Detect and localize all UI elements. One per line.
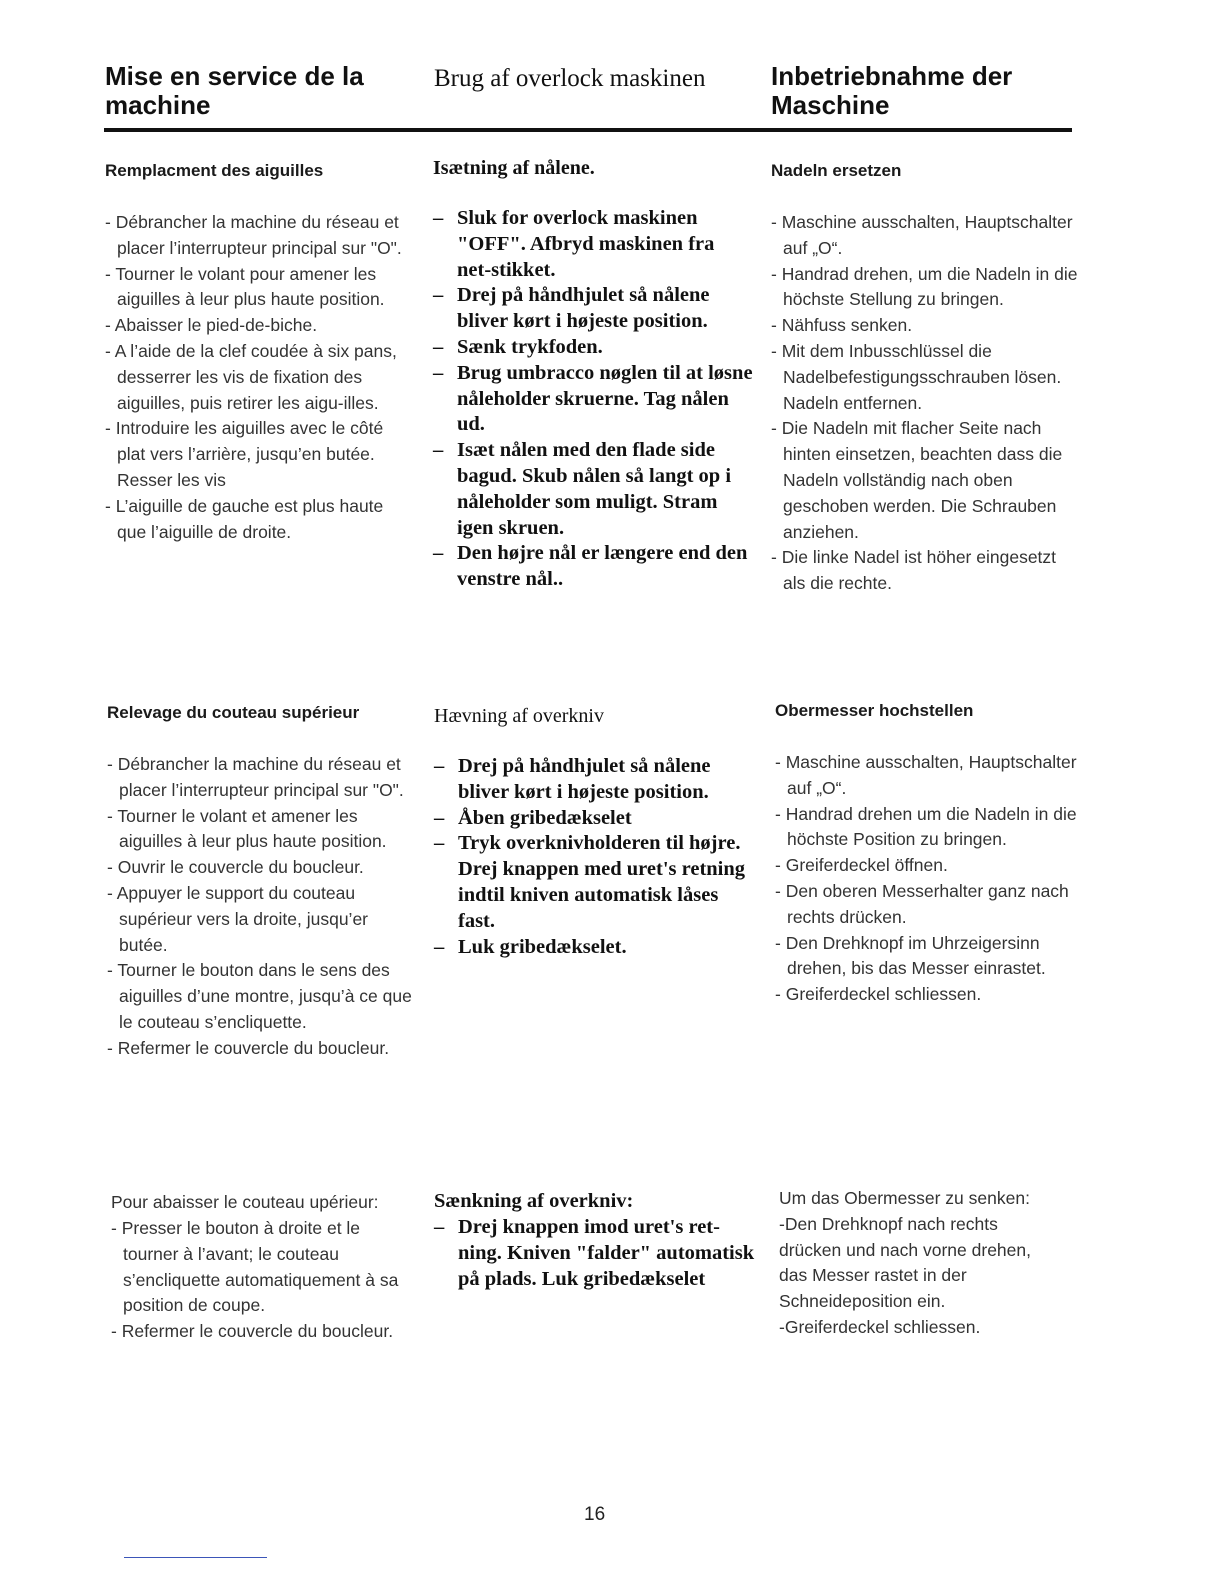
section3-da-title [434, 1189, 754, 1215]
section1-fr-title: Remplacment des aiguilles [105, 161, 324, 180]
list-item: - L’aiguille de gauche est plus haute que l’aiguille de droite. [105, 494, 415, 546]
page-number: 16 [584, 1504, 606, 1525]
list-item: Resser les vis [117, 469, 226, 490]
list-item: - Débrancher la machine du réseau et placer l’interrupteur principal sur "O". [105, 210, 415, 262]
list-item: - Handrad drehen um die Nadeln in die höchste Position zu bringen. [775, 802, 1085, 854]
list-item: – Åben gribedækselet [434, 806, 754, 832]
list-item: - Abaisser le pied-de-biche. [105, 313, 415, 339]
section2-da-title: Hævning af overkniv [434, 705, 604, 727]
section1-da-title: Isætning af nålene. [433, 157, 595, 179]
header-french: Mise en service de la machine [105, 61, 364, 120]
list-item: - Tourner le bouton dans le sens des aiguilles d’une montre, jusqu’à ce que le couteau s’encliquette. [107, 958, 417, 1035]
bottom-divider [124, 1557, 267, 1558]
list-item: - Refermer le couvercle du boucleur. [107, 1036, 417, 1062]
list-item: – Sænk trykfoden. [433, 335, 753, 361]
section2-de-title: Obermesser hochstellen [775, 701, 974, 720]
text-line: drücken und nach vorne drehen, [779, 1239, 1031, 1260]
header-danish: Brug af overlock maskinen [434, 65, 706, 92]
list-item: – Isæt nålen med den flade side bagud. Skub nålen så langt op i nåleholder som muligt. Stram igen skruen. [433, 438, 753, 541]
list-item: - Handrad drehen, um die Nadeln in die höchste Stellung zu bringen. [771, 262, 1081, 314]
list-item: – Brug umbracco nøglen til at løsne nåleholder skruerne. Tag nålen ud. [433, 361, 753, 438]
text-line: -Den Drehknopf nach rechts [779, 1213, 998, 1234]
list-item: - Refermer le couvercle du boucleur. [111, 1319, 411, 1345]
list-item: - Greiferdeckel schliessen. [775, 982, 1085, 1008]
list-item: - Tourner le volant et amener les aiguilles à leur plus haute position. [107, 804, 417, 856]
list-item: – Drej knappen imod uret's ret-ning. Kniven "falder" automatisk på plads. Luk gribedækselet [434, 1215, 756, 1292]
list-item: - Maschine ausschalten, Hauptschalter auf „O“. [771, 210, 1081, 262]
list-item: – Tryk overknivholderen til højre. Drej knappen med uret's retning indtil kniven automatisk låses fast. [434, 831, 754, 934]
list-item: – Den højre nål er længere end den venstre nål.. [433, 541, 753, 593]
section3-fr-intro: Pour abaisser le couteau upérieur: [111, 1192, 379, 1212]
list-item: - Tourner le volant pour amener les aiguilles à leur plus haute position. [105, 262, 415, 314]
text-line: das Messer rastet in der [779, 1265, 967, 1286]
list-item: - Den Drehknopf im Uhrzeigersinn drehen, bis das Messer einrastet. [775, 931, 1085, 983]
text-line: Schneideposition ein. [779, 1291, 946, 1312]
section2-da-list [434, 754, 754, 960]
section1-de-list [771, 210, 1081, 597]
list-item: – Drej på håndhjulet så nålene bliver kørt i højeste position. [433, 283, 753, 335]
section3-da-title-text: Sænkning af overkniv: [434, 1190, 634, 1212]
list-item: – Drej på håndhjulet så nålene bliver kørt i højeste position. [434, 754, 754, 806]
list-item: - Nähfuss senken. [771, 313, 1081, 339]
section3-da-list [434, 1215, 756, 1292]
section2-de-list [775, 750, 1085, 1008]
list-item: – Sluk for overlock maskinen "OFF". Afbryd maskinen fra net-stikket. [433, 206, 753, 283]
list-item: - Presser le bouton à droite et le tourner à l’avant; le couteau s’encliquette automatiquement à sa position de coupe. [111, 1216, 411, 1319]
list-item: - Débrancher la machine du réseau et placer l’interrupteur principal sur "O". [107, 752, 417, 804]
section2-fr-title: Relevage du couteau supérieur [107, 703, 360, 722]
list-item: – Luk gribedækselet. [434, 935, 754, 961]
section1-da-list [433, 206, 753, 593]
text-line: -Greiferdeckel schliessen. [779, 1316, 981, 1337]
list-item: - Maschine ausschalten, Hauptschalter auf „O“. [775, 750, 1085, 802]
section1-fr-list [105, 210, 415, 545]
section3-fr-list [111, 1216, 411, 1345]
section1-de-title: Nadeln ersetzen [771, 161, 902, 180]
section2-fr-list [107, 752, 417, 1062]
list-item: - Ouvrir le couvercle du boucleur. [107, 855, 417, 881]
list-item: - Die Nadeln mit flacher Seite nach hinten einsetzen, beachten dass die Nadeln vollständig nach oben geschoben werden. Die Schrauben anziehen. [771, 416, 1081, 545]
section3-de-text [779, 1186, 1079, 1341]
list-item: - A l’aide de la clef coudée à six pans, desserrer les vis de fixation des aiguilles, puis retirer les aigu-illes. [105, 339, 415, 416]
list-item: - Greiferdeckel öffnen. [775, 853, 1085, 879]
header-german: Inbetriebnahme der Maschine [771, 61, 1013, 120]
header-rule [104, 128, 1072, 132]
list-item: - Introduire les aiguilles avec le côté plat vers l’arrière, jusqu’en butée. [105, 416, 415, 468]
list-item: - Appuyer le support du couteau supérieur vers la droite, jusqu’er butée. [107, 881, 417, 958]
list-item: - Die linke Nadel ist höher eingesetzt als die rechte. [771, 545, 1081, 597]
list-item: - Den oberen Messerhalter ganz nach rechts drücken. [775, 879, 1085, 931]
text-line: Um das Obermesser zu senken: [779, 1188, 1030, 1208]
list-item: - Mit dem Inbusschlüssel die Nadelbefestigungsschrauben lösen. Nadeln entfernen. [771, 339, 1081, 416]
